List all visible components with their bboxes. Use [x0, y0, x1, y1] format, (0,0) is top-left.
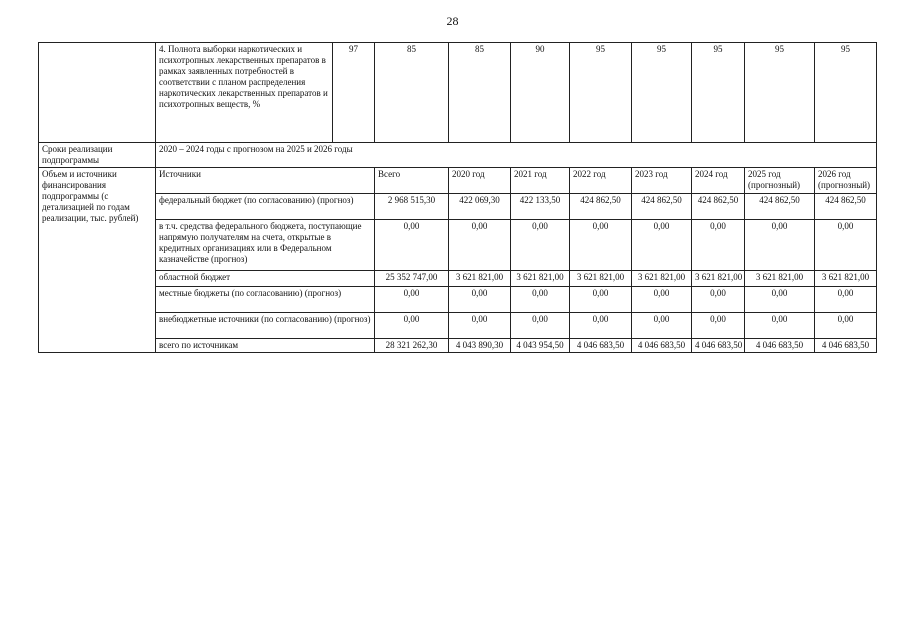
period-value: 2020 – 2024 годы с прогнозом на 2025 и 2026 годы: [156, 143, 877, 168]
funding-value-2020: 422 069,30: [449, 193, 511, 219]
funding-value-2024: 0,00: [692, 219, 745, 270]
funding-header-2020: 2020 год: [449, 167, 511, 193]
funding-value-2022: 0,00: [570, 219, 632, 270]
funding-value-2022: 3 621 821,00: [570, 270, 632, 286]
funding-source: федеральный бюджет (по согласованию) (прогноз): [156, 193, 375, 219]
funding-value-2025: 424 862,50: [745, 193, 815, 219]
subprogram-passport-table: [38, 42, 877, 353]
funding-value-2020: 0,00: [449, 286, 511, 312]
funding-value-2020: 4 043 890,30: [449, 338, 511, 352]
period-row: [39, 143, 877, 168]
funding-value-total: 2 968 515,30: [375, 193, 449, 219]
funding-value-2022: 4 046 683,50: [570, 338, 632, 352]
indicator-value-2026: 95: [815, 43, 877, 143]
funding-value-total: 0,00: [375, 286, 449, 312]
funding-value-2020: 3 621 821,00: [449, 270, 511, 286]
funding-source: внебюджетные источники (по согласованию) (прогноз): [156, 312, 375, 338]
funding-row-total: [39, 338, 877, 352]
funding-value-2024: 424 862,50: [692, 193, 745, 219]
funding-value-2026: 0,00: [815, 312, 877, 338]
funding-row-federal: [39, 193, 877, 219]
funding-row-extrabudgetary: [39, 312, 877, 338]
funding-row-federal-direct: [39, 219, 877, 270]
funding-value-2020: 0,00: [449, 219, 511, 270]
indicator-row-label-cell: [39, 43, 156, 143]
funding-value-2026: 0,00: [815, 219, 877, 270]
funding-value-2026: 3 621 821,00: [815, 270, 877, 286]
funding-value-2023: 0,00: [632, 312, 692, 338]
funding-header-total: Всего: [375, 167, 449, 193]
funding-value-2024: 0,00: [692, 312, 745, 338]
indicator-value-2023: 95: [632, 43, 692, 143]
funding-value-2021: 4 043 954,50: [511, 338, 570, 352]
funding-source: в т.ч. средства федерального бюджета, поступающие напрямую получателям на счета, открытые в кредитных организациях или в Федеральном казначействе (прогноз): [156, 219, 375, 270]
funding-value-2025: 0,00: [745, 219, 815, 270]
funding-source: областной бюджет: [156, 270, 375, 286]
funding-value-2022: 0,00: [570, 312, 632, 338]
page-number: 28: [446, 14, 459, 28]
funding-source: местные бюджеты (по согласованию) (прогноз): [156, 286, 375, 312]
indicator-value-base: 97: [333, 43, 375, 143]
funding-value-2025: 4 046 683,50: [745, 338, 815, 352]
indicator-value-2022: 95: [570, 43, 632, 143]
funding-header-2023: 2023 год: [632, 167, 692, 193]
indicator-value-2025: 95: [745, 43, 815, 143]
funding-header-2026: 2026 год (прогнозный): [815, 167, 877, 193]
funding-row-local: [39, 286, 877, 312]
funding-value-2025: 3 621 821,00: [745, 270, 815, 286]
funding-value-total: 25 352 747,00: [375, 270, 449, 286]
indicator-value-2024: 95: [692, 43, 745, 143]
funding-row-regional: [39, 270, 877, 286]
funding-value-2026: 0,00: [815, 286, 877, 312]
funding-value-total: 0,00: [375, 312, 449, 338]
funding-value-2021: 3 621 821,00: [511, 270, 570, 286]
funding-value-total: 28 321 262,30: [375, 338, 449, 352]
indicator-value-2021: 90: [511, 43, 570, 143]
funding-value-2026: 4 046 683,50: [815, 338, 877, 352]
funding-value-2020: 0,00: [449, 312, 511, 338]
funding-header-sources: Источники: [156, 167, 375, 193]
funding-value-2023: 3 621 821,00: [632, 270, 692, 286]
indicator-value-2020: 85: [449, 43, 511, 143]
funding-value-2021: 422 133,50: [511, 193, 570, 219]
funding-value-2021: 0,00: [511, 286, 570, 312]
indicator-text: 4. Полнота выборки наркотических и психотропных лекарственных препаратов в рамках заявленных потребностей в соответствии с планом распределения наркотических лекарственных препаратов и психотропных веществ, %: [156, 43, 333, 143]
period-label: Сроки реализации подпрограммы: [39, 143, 156, 168]
funding-value-2025: 0,00: [745, 286, 815, 312]
funding-value-2022: 424 862,50: [570, 193, 632, 219]
funding-value-2024: 0,00: [692, 286, 745, 312]
funding-header-2025: 2025 год (прогнозный): [745, 167, 815, 193]
funding-value-2023: 4 046 683,50: [632, 338, 692, 352]
funding-header-2022: 2022 год: [570, 167, 632, 193]
funding-value-2021: 0,00: [511, 219, 570, 270]
funding-header-2024: 2024 год: [692, 167, 745, 193]
funding-header-2021: 2021 год: [511, 167, 570, 193]
funding-value-2024: 3 621 821,00: [692, 270, 745, 286]
indicator-value-total: 85: [375, 43, 449, 143]
funding-value-2023: 0,00: [632, 219, 692, 270]
funding-value-2024: 4 046 683,50: [692, 338, 745, 352]
funding-source: всего по источникам: [156, 338, 375, 352]
funding-value-2023: 0,00: [632, 286, 692, 312]
funding-value-2025: 0,00: [745, 312, 815, 338]
funding-value-2026: 424 862,50: [815, 193, 877, 219]
funding-value-2021: 0,00: [511, 312, 570, 338]
funding-label: Объем и источники финансирования подпрограммы (с детализацией по годам реализации, тыс. рублей): [39, 167, 156, 352]
funding-value-2022: 0,00: [570, 286, 632, 312]
funding-value-total: 0,00: [375, 219, 449, 270]
funding-value-2023: 424 862,50: [632, 193, 692, 219]
indicator-row: [39, 43, 877, 143]
funding-header-row: [39, 167, 877, 193]
